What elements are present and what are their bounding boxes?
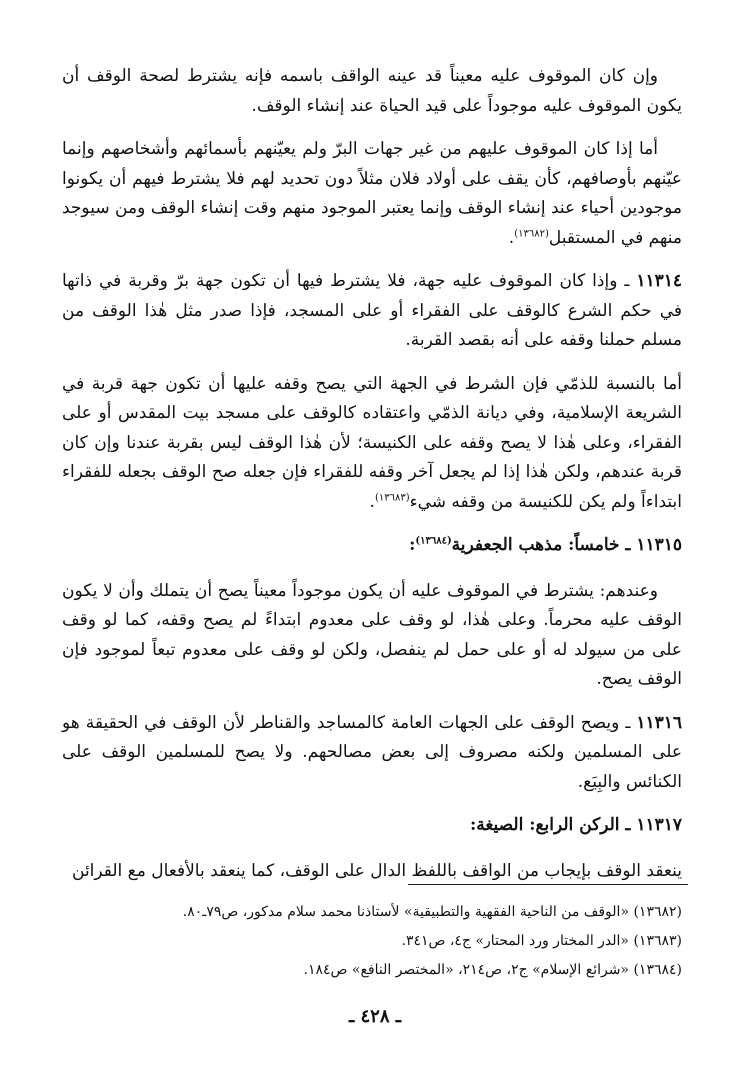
paragraph-2: [62, 135, 682, 253]
section-number-11316: ١١٣١٦: [636, 712, 682, 733]
footnote-13682: (١٣٦٨٢) «الوقف من الناحية الفقهية والتطبيقية» لأستاذنا محمد سلام مدكور، ص٧٩ـ٨٠.: [182, 904, 682, 920]
paragraph-11314: [62, 267, 682, 356]
section-heading-fifth-text: ١١٣١٥ ـ خامساً: مذهب الجعفرية: [451, 535, 682, 555]
paragraph-2-text: أما إذا كان الموقوف عليهم من غير جهات البرّ ولم يعيّنهم بأسمائهم وأشخاصهم وإنما عيّنهم بأوصافهم، كأن يقف على أولاد فلان مثلاً دون تحديد لهم فلا يشترط فيهم أن يكونوا موجودين أحياء عند إنشاء الوقف وإنما يعتبر الموجود منهم وقت إنشاء الوقف ومن سيوجد منهم في المستقبل: [62, 139, 682, 248]
paragraph-jafari-text: وعندهم: يشترط في الموقوف عليه أن يكون موجوداً معيناً يصح أن يتملك وأن لا يكون الوقف عليه محرماً. وعلى هٰذا، لو وقف على معدوم ابتداءً لم يصح وقفه، كما لو وقف على من سيولد له أو على حمل لم ينفصل، ولكن لو وقف على معدوم تبعاً لموجود فإن الوقف يصح.: [62, 580, 682, 689]
footnote-13684: (١٣٦٨٤) «شرائع الإسلام» ج٢، ص٢١٤، «المختصر النافع» ص١٨٤.: [303, 962, 682, 978]
footnote-ref-13684[interactable]: (١٣٦٨٤): [415, 535, 452, 547]
footnote-ref-13682[interactable]: (١٣٦٨٢): [514, 227, 549, 239]
footnotes: [62, 898, 682, 985]
paragraph-dhimmi-end: .: [369, 491, 375, 512]
paragraph-formula: [62, 857, 682, 887]
section-heading-fourth-pillar: [62, 811, 682, 841]
footnote-divider: [408, 884, 688, 885]
paragraph-dhimmi-text: أما بالنسبة للذمّي فإن الشرط في الجهة التي يصح وقفه عليها أن تكون جهة قربة في الشريعة الإسلامية، وفي ديانة الذمّي واعتقاده كالوقف على مسجد بيت المقدس أو على الفقراء، وعلى هٰذا لا يصح وقفه على الكنيسة؛ لأن هٰذا الوقف ليس بقربة عندنا وإن كان قربة عندهم، ولكن هٰذا إذا لم يجعل آخر وقفه للفقراء فإن جعله صح الوقف بجعله للفقراء ابتداءاً ولم يكن للكنيسة من وقفه شيء: [62, 373, 682, 512]
paragraph-dhimmi: [62, 370, 682, 518]
paragraph-2-end: .: [508, 227, 515, 248]
paragraph-1-text: وإن كان الموقوف عليه معيناً قد عينه الواقف باسمه فإنه يشترط لصحة الوقف أن يكون الموقوف عليه موجوداً على قيد الحياة عند إنشاء الوقف.: [62, 66, 682, 116]
page-number: ـ ٤٢٨ ـ: [348, 1006, 402, 1027]
section-heading-fifth-end: :: [409, 535, 416, 555]
paragraph-jafari: [62, 577, 682, 695]
paragraph-formula-text: ينعقد الوقف بإيجاب من الواقف باللفظ الدال على الوقف، كما ينعقد بالأفعال مع القرائن: [72, 860, 682, 881]
footnote-13683: (١٣٦٨٣) «الدر المختار ورد المحتار» ج٤، ص٣٤١.: [401, 933, 682, 949]
paragraph-11314-text: ـ وإذا كان الموقوف عليه جهة، فلا يشترط فيها أن تكون جهة برّ وقربة في ذاتها في حكم الشرع كالوقف على الفقراء أو على المسجد، فإذا صدر مثل هٰذا الوقف من مسلم حملنا وقفه على أنه بقصد القربة.: [62, 271, 682, 350]
section-number-11314: ١١٣١٤: [636, 271, 682, 291]
section-heading-fifth: [62, 531, 682, 561]
paragraph-11316: [62, 709, 682, 798]
paragraph-11316-text: ـ ويصح الوقف على الجهات العامة كالمساجد والقناطر لأن الوقف في الحقيقة هو على المسلمين ولكنه مصروف إلى بعض مصالحهم. ولا يصح للمسلمين الوقف على الكنائس والبِيَع.: [62, 712, 683, 792]
section-heading-fourth-pillar-text: ١١٣١٧ ـ الركن الرابع: الصيغة:: [469, 815, 682, 835]
page-body: [62, 62, 682, 900]
footnote-ref-13683[interactable]: (١٣٦٨٣): [374, 491, 410, 503]
paragraph-1: [62, 62, 682, 121]
